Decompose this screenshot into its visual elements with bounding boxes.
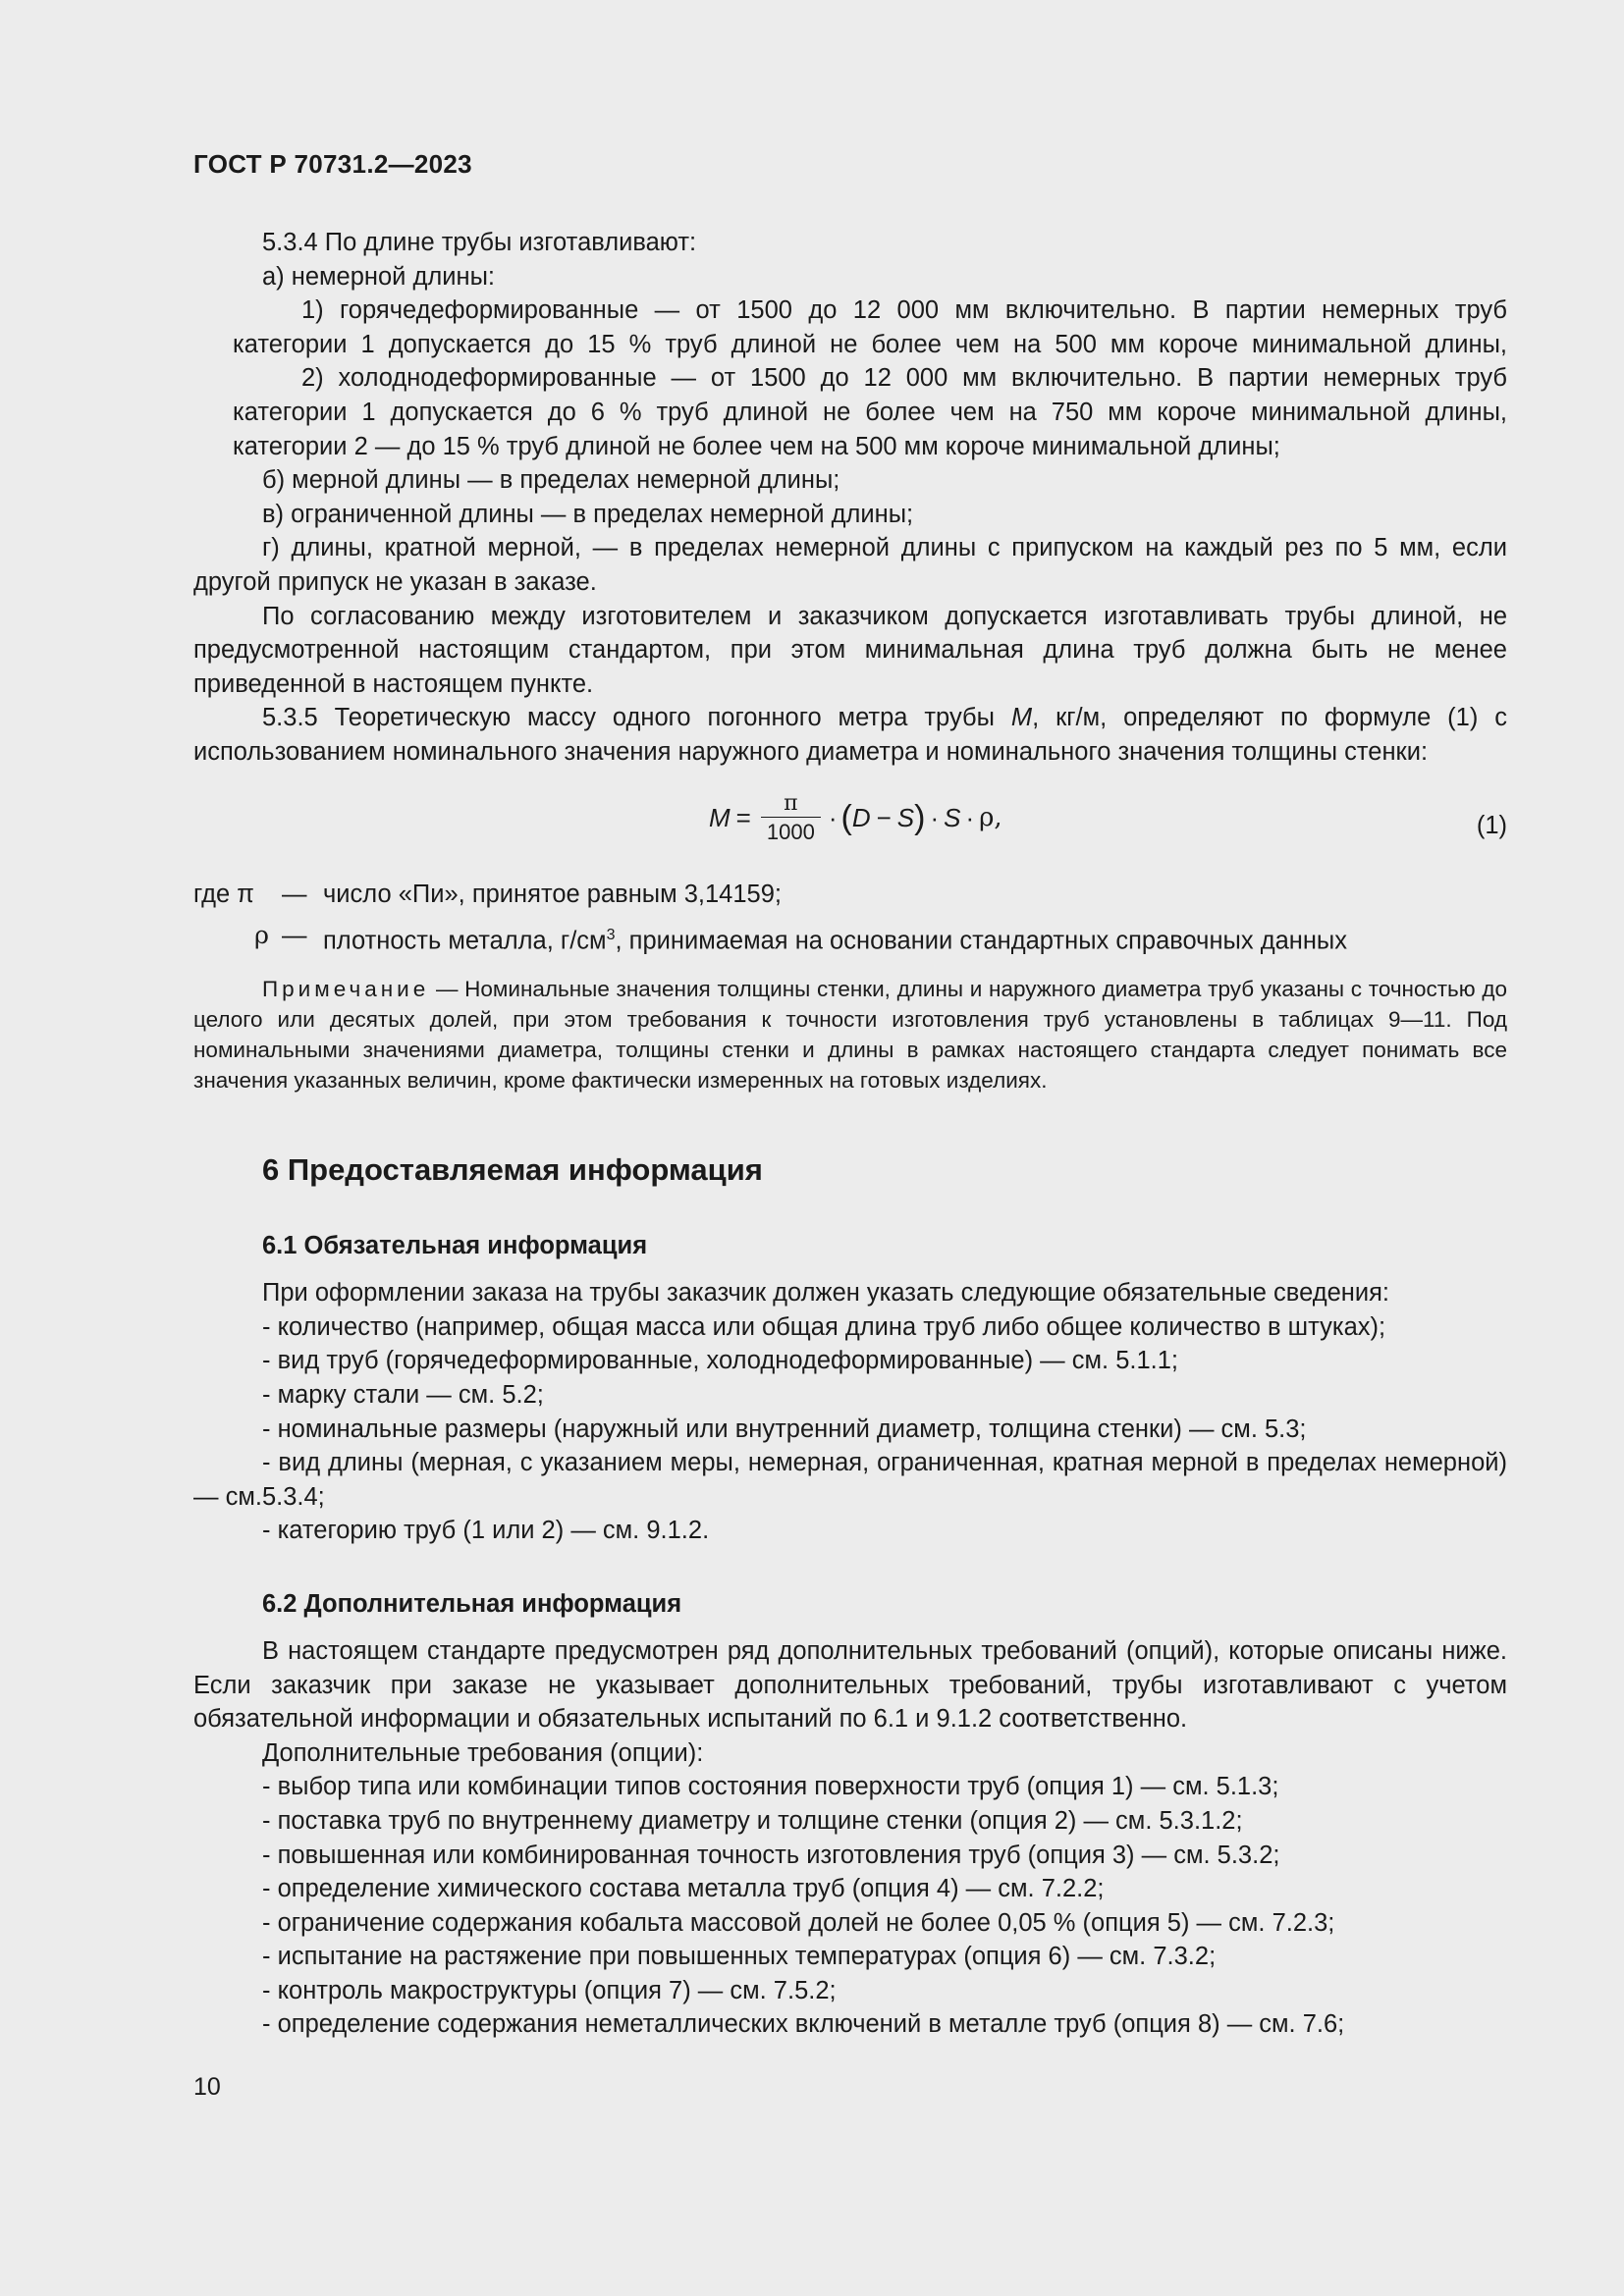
section-6-2-intro: В настоящем стандарте предусмотрен ряд дополнительных требований (опций), которые описаны ниже. Если заказчик при заказе не указывает дополнительных требований, трубы изготавливают с учетом обязательной информации и обязательных испытаний по 6.1 и 9.1.2 соответственно. xyxy=(193,1636,1507,1734)
list-item: - ограничение содержания кобальта массовой долей не более 0,05 % (опция 5) — см. 7.2.3; xyxy=(262,1908,1335,1937)
item-a1-line2: категории 1 допускается до 15 % труб длиной не более чем на 500 мм короче минимальной длины, xyxy=(233,330,1507,358)
section-6-1-title: 6.1 Обязательная информация xyxy=(262,1232,648,1260)
item-a2-line2: категории 1 допускается до 6 % труб длиной не более чем на 750 мм короче минимальной длины, xyxy=(233,398,1507,426)
fraction: $\frac{\pi}{1000}$ xyxy=(761,791,821,845)
item-a1-line1: 1) горячедеформированные — от 1500 до 12 000 мм включительно. В партии немерных труб xyxy=(301,296,1507,325)
list-item: - номинальные размеры (наружный или внутренний диаметр, толщина стенки) — см. 5.3; xyxy=(262,1415,1307,1443)
list-item: - выбор типа или комбинации типов состояния поверхности труб (опция 1) — см. 5.1.3; xyxy=(262,1773,1279,1801)
options-label: Дополнительные требования (опции): xyxy=(262,1738,704,1767)
item-v: в) ограниченной длины — в пределах немерной длины; xyxy=(262,500,914,528)
list-item: - испытание на растяжение при повышенных температурах (опция 6) — см. 7.3.2; xyxy=(262,1943,1217,1971)
list-item: - определение химического состава металла труб (опция 4) — см. 7.2.2; xyxy=(262,1875,1105,1903)
list-item: - определение содержания неметаллических включений в металле труб (опция 8) — см. 7.6; xyxy=(262,2010,1345,2039)
item-a2-line3: категории 2 — до 15 % труб длиной не более чем на 500 мм короче минимальной длины; xyxy=(233,432,1280,460)
paragraph-5-3-5: 5.3.5 Теоретическую массу одного погонного метра трубы M, кг/м, определяют по формуле (1) с использованием номинального значения наружного диаметра и номинального значения толщины стенки: xyxy=(193,704,1508,766)
list-item: - вид труб (горячедеформированные, холоднодеформированные) — см. 5.1.1; xyxy=(262,1347,1179,1375)
list-item: - контроль макроструктуры (опция 7) — см. 7.5.2; xyxy=(262,1976,837,2004)
where-pi: где π — число «Пи», принятое равным 3,14159; xyxy=(193,880,782,908)
list-item: - категорию труб (1 или 2) — см. 9.1.2. xyxy=(262,1517,710,1545)
formula-number: (1) xyxy=(1476,811,1507,839)
item-b: б) мерной длины — в пределах немерной длины; xyxy=(262,466,840,495)
item-a: а) немерной длины: xyxy=(262,262,496,291)
list-item: - поставка труб по внутреннему диаметру и толщине стенки (опция 2) — см. 5.3.1.2; xyxy=(262,1806,1243,1835)
item-g: г) длины, кратной мерной, — в пределах немерной длины с припуском на каждый рез по 5 мм, если другой припуск не указан в заказе. xyxy=(193,534,1507,596)
where-rho: ρ — плотность металла, $г/см^3$, принимаемая на основании стандартных справочных данных xyxy=(254,921,1347,955)
item-a2-line1: 2) холоднодеформированные — от 1500 до 12 000 мм включительно. В партии немерных труб xyxy=(301,364,1507,393)
list-item: - количество (например, общая масса или общая длина труб либо общее количество в штуках); xyxy=(262,1312,1386,1341)
document-header: ГОСТ Р 70731.2—2023 xyxy=(193,149,472,179)
page-number: 10 xyxy=(193,2073,221,2101)
paragraph-agreement: По согласованию между изготовителем и заказчиком допускается изготавливать трубы длиной, не предусмотренной настоящим стандартом, при этом минимальная длина труб должна быть не менее приведенной в настоящем пункте. xyxy=(193,602,1507,698)
paragraph-5-3-4: 5.3.4 По длине трубы изготавливают: xyxy=(262,229,697,256)
variable-m: M xyxy=(1010,704,1033,732)
list-item: - повышенная или комбинированная точность изготовления труб (опция 3) — см. 5.3.2; xyxy=(262,1841,1280,1869)
note-label: Примечание xyxy=(262,977,430,1002)
page-content xyxy=(193,226,1507,2042)
list-item: - марку стали — см. 5.2; xyxy=(262,1380,544,1409)
note: Примечание — Номинальные значения толщины стенки, длины и наружного диаметра труб указаны с точностью до целого или десятых долей, при этом требования к точности изготовления труб установлены в таблицах 9—11. Под номинальными значениями диаметра, толщины стенки и длины в рамках настоящего стандарта следует понимать все значения указанных величин, кроме фактически измеренных на готовых изделиях. xyxy=(193,977,1507,1094)
section-6-2-title: 6.2 Дополнительная информация xyxy=(262,1589,682,1618)
list-item: - вид длины (мерная, с указанием меры, немерная, ограниченная, кратная мерной в пределах немерной) — см.5.3.4; xyxy=(193,1449,1507,1511)
section-6-1-intro: При оформлении заказа на трубы заказчик должен указать следующие обязательные сведения: xyxy=(262,1279,1389,1308)
formula-1 xyxy=(193,779,1507,878)
section-6-title: 6 Предоставляемая информация xyxy=(262,1152,763,1188)
formula-expression: M = $\frac{\pi}{1000}$ · ( D − S ) · S · ρ, xyxy=(709,790,1002,844)
